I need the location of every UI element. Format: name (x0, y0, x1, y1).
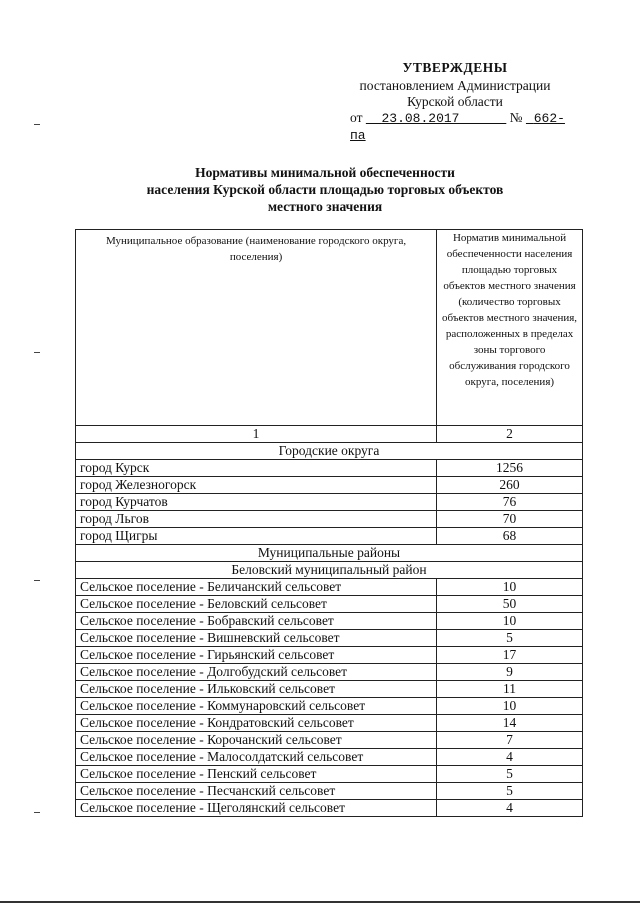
subsection-belovsky: Беловский муниципальный район (76, 562, 583, 579)
header-norm: Норматив минимальной обеспеченности населения площадью торговых объектов местного значения (количество торговых объектов местного значения, расположенных в пределах зоны торгового обслуживания городского округа, поселения) (437, 230, 583, 426)
table-row (76, 664, 583, 681)
row-value: 5 (437, 766, 583, 783)
page-bottom-edge (0, 901, 640, 903)
row-name: Сельское поселение - Песчанский сельсовет (76, 783, 437, 800)
row-value: 7 (437, 732, 583, 749)
header-municipality: Муниципальное образование (наименование городского округа, поселения) (76, 230, 437, 426)
table-header-row (76, 230, 583, 426)
row-value: 5 (437, 783, 583, 800)
table-row (76, 460, 583, 477)
column-number-row (76, 426, 583, 443)
row-value: 70 (437, 511, 583, 528)
scan-mark (34, 580, 40, 581)
table-row (76, 698, 583, 715)
table-row (76, 528, 583, 545)
row-value: 68 (437, 528, 583, 545)
row-name: Сельское поселение - Гирьянский сельсовет (76, 647, 437, 664)
table-row (76, 681, 583, 698)
heading-line-1: Нормативы минимальной обеспеченности (195, 165, 455, 180)
row-value: 1256 (437, 460, 583, 477)
table-row (76, 613, 583, 630)
section-municipal: Муниципальные районы (76, 545, 583, 562)
row-value: 4 (437, 800, 583, 817)
row-name: Сельское поселение - Вишневский сельсовет (76, 630, 437, 647)
scan-mark (34, 812, 40, 813)
heading-line-2: населения Курской области площадью торговых объектов (146, 182, 504, 197)
row-name: Сельское поселение - Беловский сельсовет (76, 596, 437, 613)
row-value: 10 (437, 579, 583, 596)
section-urban-row (76, 443, 583, 460)
norms-table (75, 229, 583, 817)
table-row (76, 579, 583, 596)
approval-date-number (330, 110, 580, 144)
column-number-2: 2 (437, 426, 583, 443)
row-name: Сельское поселение - Пенский сельсовет (76, 766, 437, 783)
row-value: 17 (437, 647, 583, 664)
row-name: город Курчатов (76, 494, 437, 511)
row-name: город Щигры (76, 528, 437, 545)
row-name: Сельское поселение - Ильковский сельсовет (76, 681, 437, 698)
row-name: Сельское поселение - Беличанский сельсовет (76, 579, 437, 596)
row-name: Сельское поселение - Долгобудский сельсовет (76, 664, 437, 681)
section-urban: Городские округа (76, 443, 583, 460)
document-heading (100, 164, 550, 215)
table-row (76, 715, 583, 732)
row-name: город Железногорск (76, 477, 437, 494)
approval-title: УТВЕРЖДЕНЫ (402, 60, 508, 75)
table-row (76, 783, 583, 800)
column-number-1: 1 (76, 426, 437, 443)
row-name: Сельское поселение - Кондратовский сельсовет (76, 715, 437, 732)
row-value: 10 (437, 613, 583, 630)
row-name: Сельское поселение - Коммунаровский сельсовет (76, 698, 437, 715)
table-row (76, 749, 583, 766)
row-value: 260 (437, 477, 583, 494)
approval-block (330, 60, 580, 144)
row-name: город Курск (76, 460, 437, 477)
row-name: Сельское поселение - Щеголянский сельсовет (76, 800, 437, 817)
row-value: 5 (437, 630, 583, 647)
row-value: 14 (437, 715, 583, 732)
approval-date: 23.08.2017 (381, 111, 460, 126)
table-row (76, 511, 583, 528)
row-value: 76 (437, 494, 583, 511)
row-value: 10 (437, 698, 583, 715)
subsection-belovsky-row (76, 562, 583, 579)
table-row (76, 596, 583, 613)
approval-line-region: Курской области (407, 94, 503, 109)
table-row (76, 494, 583, 511)
scan-mark (34, 352, 40, 353)
row-name: город Льгов (76, 511, 437, 528)
row-value: 11 (437, 681, 583, 698)
row-name: Сельское поселение - Малосолдатский сельсовет (76, 749, 437, 766)
date-prefix: от (350, 110, 363, 125)
table-row (76, 647, 583, 664)
table-row (76, 732, 583, 749)
row-name: Сельское поселение - Корочанский сельсовет (76, 732, 437, 749)
approval-number: 662-па (350, 111, 565, 143)
row-value: 50 (437, 596, 583, 613)
table-row (76, 766, 583, 783)
row-value: 4 (437, 749, 583, 766)
table-row (76, 800, 583, 817)
approval-line-decree: постановлением Администрации (359, 78, 551, 93)
scan-mark (34, 124, 40, 125)
row-name: Сельское поселение - Бобравский сельсовет (76, 613, 437, 630)
section-municipal-row (76, 545, 583, 562)
row-value: 9 (437, 664, 583, 681)
heading-line-3: местного значения (267, 199, 383, 214)
table-row (76, 477, 583, 494)
number-prefix: № (509, 110, 523, 125)
table-row (76, 630, 583, 647)
